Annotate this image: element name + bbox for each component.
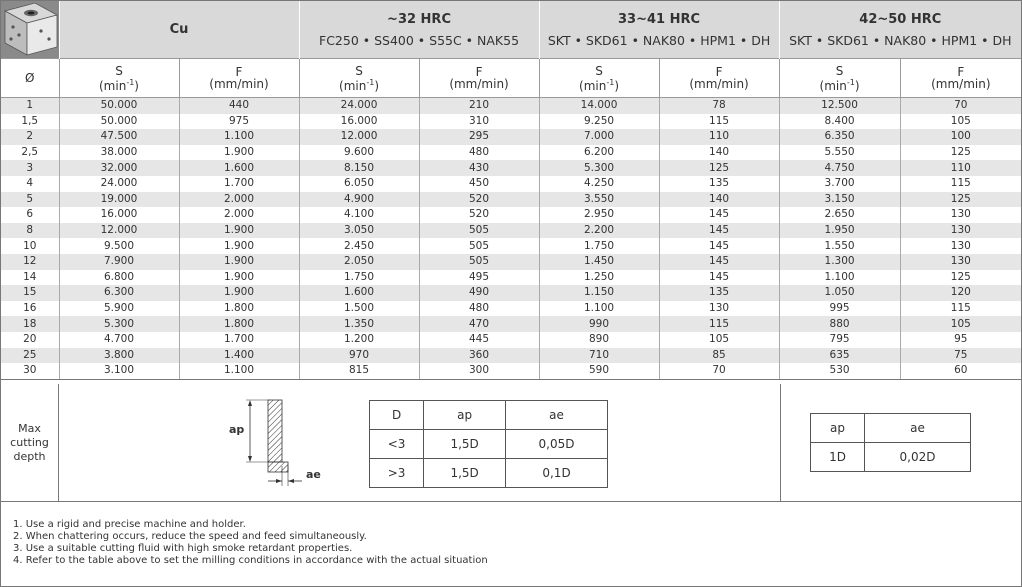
feed-cell: 1.700 xyxy=(179,332,299,348)
feed-cell: 1.700 xyxy=(179,176,299,192)
feed-cell: 130 xyxy=(900,238,1021,254)
feed-cell: 125 xyxy=(900,145,1021,161)
speed-cell: 32.000 xyxy=(59,160,179,176)
cutting-data-table xyxy=(1,1,1021,380)
speed-cell: 1.300 xyxy=(779,254,900,270)
feed-cell: 1.800 xyxy=(179,316,299,332)
speed-s-header xyxy=(779,59,900,98)
feed-cell: 295 xyxy=(419,129,539,145)
speed-cell: 1.100 xyxy=(779,270,900,286)
feed-cell: 125 xyxy=(659,160,779,176)
table-row xyxy=(1,114,1021,130)
diameter-cell: 14 xyxy=(1,270,59,286)
note-item: 1. Use a rigid and precise machine and holder. xyxy=(13,519,246,530)
diameter-cell: 5 xyxy=(1,192,59,208)
feed-cell: 445 xyxy=(419,332,539,348)
f-label: F xyxy=(475,65,483,79)
feed-cell: 70 xyxy=(659,363,779,379)
material-group-header-row xyxy=(1,1,1021,59)
feed-cell: 130 xyxy=(659,301,779,317)
speed-cell: 995 xyxy=(779,301,900,317)
table-body xyxy=(1,98,1021,380)
feed-cell: 145 xyxy=(659,207,779,223)
feed-cell: 520 xyxy=(419,207,539,223)
speed-cell: 9.500 xyxy=(59,238,179,254)
group-cu-title: Cu xyxy=(169,22,189,37)
small-table-header-cell: ap xyxy=(811,414,865,443)
feed-cell: 1.800 xyxy=(179,301,299,317)
f-unit: (mm/min) xyxy=(209,77,269,91)
feed-cell: 110 xyxy=(659,129,779,145)
speed-cell: 5.300 xyxy=(59,316,179,332)
feed-cell: 505 xyxy=(419,238,539,254)
cube-logo-icon xyxy=(1,1,59,58)
small-table-header-cell: D xyxy=(370,401,424,430)
feed-cell: 110 xyxy=(900,160,1021,176)
speed-s-header xyxy=(299,59,419,98)
feed-cell: 210 xyxy=(419,98,539,114)
diagram-ae-label: ae xyxy=(306,468,321,481)
s-label: S xyxy=(835,63,844,78)
speed-cell: 2.200 xyxy=(539,223,659,239)
speed-cell: 12.500 xyxy=(779,98,900,114)
feed-cell: 480 xyxy=(419,301,539,317)
s-unit: $(\min^{-1})$ xyxy=(339,77,379,93)
table-row xyxy=(1,98,1021,114)
speed-cell: 4.700 xyxy=(59,332,179,348)
feed-cell: 1.900 xyxy=(179,238,299,254)
feed-cell: 490 xyxy=(419,285,539,301)
small-table-header-row xyxy=(811,414,971,443)
group-33-41hrc-materials: SKT • SKD61 • NAK80 • HPM1 • DH xyxy=(547,32,771,48)
speed-cell: 5.300 xyxy=(539,160,659,176)
f-label: F xyxy=(235,65,243,79)
speed-cell: 1.600 xyxy=(299,285,419,301)
speed-cell: 815 xyxy=(299,363,419,379)
feed-cell: 100 xyxy=(900,129,1021,145)
s-unit: $(\min^{-1})$ xyxy=(99,77,139,93)
feed-cell: 520 xyxy=(419,192,539,208)
speed-cell: 1.750 xyxy=(539,238,659,254)
speed-cell: 6.350 xyxy=(779,129,900,145)
table-row xyxy=(1,160,1021,176)
s-label: S xyxy=(595,63,603,78)
s-unit: $(\min^{-1})$ xyxy=(819,77,860,93)
feed-cell: 105 xyxy=(900,114,1021,130)
speed-cell: 16.000 xyxy=(299,114,419,130)
small-table-cell: 1,5D xyxy=(424,459,506,488)
small-table-cell: <3 xyxy=(370,430,424,459)
speed-cell: 24.000 xyxy=(59,176,179,192)
diameter-cell: 3 xyxy=(1,160,59,176)
speed-cell: 24.000 xyxy=(299,98,419,114)
speed-cell: 3.800 xyxy=(59,348,179,364)
diameter-cell: 12 xyxy=(1,254,59,270)
table-row xyxy=(1,301,1021,317)
diameter-cell: 25 xyxy=(1,348,59,364)
speed-cell: 5.550 xyxy=(779,145,900,161)
table-row xyxy=(1,238,1021,254)
diameter-cell: 2 xyxy=(1,129,59,145)
speed-cell: 4.900 xyxy=(299,192,419,208)
f-label: F xyxy=(957,65,965,79)
max-cutting-depth-section xyxy=(1,384,1021,502)
diameter-header: Ø xyxy=(1,59,59,98)
small-table-cell: 1,5D xyxy=(424,430,506,459)
group-42-50hrc xyxy=(779,1,1021,59)
group-42-50hrc-materials: SKT • SKD61 • NAK80 • HPM1 • DH xyxy=(789,32,1012,48)
table-row xyxy=(1,145,1021,161)
feed-cell: 105 xyxy=(659,332,779,348)
note-item: 2. When chattering occurs, reduce the speed and feed simultaneously. xyxy=(13,531,367,542)
feed-cell: 2.000 xyxy=(179,192,299,208)
speed-cell: 7.900 xyxy=(59,254,179,270)
max-cutting-depth-label xyxy=(1,384,59,501)
feed-cell: 360 xyxy=(419,348,539,364)
f-unit: (mm/min) xyxy=(689,77,749,91)
feed-cell: 1.900 xyxy=(179,270,299,286)
feed-cell: 145 xyxy=(659,270,779,286)
feed-cell: 140 xyxy=(659,192,779,208)
feed-f-header xyxy=(900,59,1021,98)
table-row xyxy=(1,176,1021,192)
diameter-cell: 20 xyxy=(1,332,59,348)
speed-cell: 1.950 xyxy=(779,223,900,239)
speed-cell: 12.000 xyxy=(59,223,179,239)
speed-cell: 795 xyxy=(779,332,900,348)
speed-cell: 12.000 xyxy=(299,129,419,145)
note-item: 4. Refer to the table above to set the milling conditions in accordance with the actual situation xyxy=(13,555,488,566)
speed-cell: 50.000 xyxy=(59,98,179,114)
f-unit: (mm/min) xyxy=(931,77,991,91)
table-row xyxy=(1,316,1021,332)
feed-cell: 140 xyxy=(659,145,779,161)
table-row xyxy=(1,285,1021,301)
feed-cell: 450 xyxy=(419,176,539,192)
feed-cell: 130 xyxy=(900,223,1021,239)
speed-cell: 8.400 xyxy=(779,114,900,130)
diameter-cell: 30 xyxy=(1,363,59,379)
small-table-header-cell: ae xyxy=(865,414,971,443)
small-table-cell: 0,1D xyxy=(506,459,608,488)
feed-cell: 300 xyxy=(419,363,539,379)
group-cu xyxy=(59,1,299,59)
table-row xyxy=(1,332,1021,348)
table-row xyxy=(1,254,1021,270)
small-table-header-row xyxy=(370,401,608,430)
speed-s-header xyxy=(539,59,659,98)
speed-cell: 16.000 xyxy=(59,207,179,223)
group-32hrc xyxy=(299,1,539,59)
label-line: Max xyxy=(18,421,41,435)
feed-f-header xyxy=(659,59,779,98)
speed-cell: 6.800 xyxy=(59,270,179,286)
small-table-cell: 1D xyxy=(811,443,865,472)
s-unit: $(\min^{-1})$ xyxy=(579,77,620,93)
table-row xyxy=(1,348,1021,364)
speed-cell: 3.700 xyxy=(779,176,900,192)
speed-s-header xyxy=(59,59,179,98)
speed-cell: 3.100 xyxy=(59,363,179,379)
feed-cell: 495 xyxy=(419,270,539,286)
speed-cell: 6.300 xyxy=(59,285,179,301)
diagram-ap-label: ap xyxy=(229,423,245,436)
speed-cell: 1.550 xyxy=(779,238,900,254)
speed-cell: 14.000 xyxy=(539,98,659,114)
feed-cell: 145 xyxy=(659,223,779,239)
speed-cell: 3.050 xyxy=(299,223,419,239)
table-row xyxy=(1,129,1021,145)
table-row xyxy=(1,270,1021,286)
feed-cell: 1.100 xyxy=(179,129,299,145)
feed-cell: 1.900 xyxy=(179,223,299,239)
speed-cell: 1.250 xyxy=(539,270,659,286)
small-table-header-cell: ap xyxy=(424,401,506,430)
feed-cell: 975 xyxy=(179,114,299,130)
speed-cell: 9.250 xyxy=(539,114,659,130)
diameter-cell: 18 xyxy=(1,316,59,332)
feed-cell: 1.900 xyxy=(179,285,299,301)
speed-cell: 47.500 xyxy=(59,129,179,145)
feed-f-header xyxy=(419,59,539,98)
feed-cell: 310 xyxy=(419,114,539,130)
f-label: F xyxy=(715,65,723,79)
depth-table-by-diameter xyxy=(369,400,608,488)
feed-cell: 145 xyxy=(659,238,779,254)
tool-logo xyxy=(1,1,59,59)
feed-cell: 440 xyxy=(179,98,299,114)
speed-cell: 1.100 xyxy=(539,301,659,317)
note-item: 3. Use a suitable cutting fluid with high smoke retardant properties. xyxy=(13,543,353,554)
table-row xyxy=(1,192,1021,208)
small-table-header-cell: ae xyxy=(506,401,608,430)
small-table-row xyxy=(811,443,971,472)
diameter-cell: 10 xyxy=(1,238,59,254)
feed-cell: 2.000 xyxy=(179,207,299,223)
feed-cell: 135 xyxy=(659,176,779,192)
speed-cell: 9.600 xyxy=(299,145,419,161)
feed-cell: 130 xyxy=(900,254,1021,270)
diameter-cell: 1,5 xyxy=(1,114,59,130)
speed-cell: 590 xyxy=(539,363,659,379)
speed-cell: 2.650 xyxy=(779,207,900,223)
speed-cell: 4.750 xyxy=(779,160,900,176)
small-table-cell: >3 xyxy=(370,459,424,488)
feed-cell: 85 xyxy=(659,348,779,364)
speed-cell: 1.750 xyxy=(299,270,419,286)
cutting-depth-diagram xyxy=(226,396,336,491)
diameter-cell: 2,5 xyxy=(1,145,59,161)
speed-cell: 880 xyxy=(779,316,900,332)
feed-cell: 105 xyxy=(900,316,1021,332)
feed-cell: 115 xyxy=(900,301,1021,317)
speed-cell: 710 xyxy=(539,348,659,364)
s-label: S xyxy=(355,63,363,78)
speed-cell: 1.500 xyxy=(299,301,419,317)
speed-cell: 5.900 xyxy=(59,301,179,317)
feed-cell: 480 xyxy=(419,145,539,161)
small-table-cell: 0,02D xyxy=(865,443,971,472)
diameter-cell: 1 xyxy=(1,98,59,114)
feed-cell: 115 xyxy=(659,316,779,332)
feed-cell: 130 xyxy=(900,207,1021,223)
feed-cell: 125 xyxy=(900,270,1021,286)
feed-cell: 75 xyxy=(900,348,1021,364)
feed-cell: 505 xyxy=(419,223,539,239)
group-32hrc-title: ~32 HRC xyxy=(387,11,451,27)
speed-cell: 1.200 xyxy=(299,332,419,348)
f-unit: (mm/min) xyxy=(449,77,509,91)
speed-cell: 2.050 xyxy=(299,254,419,270)
feed-cell: 125 xyxy=(900,192,1021,208)
table-row xyxy=(1,207,1021,223)
section-divider xyxy=(780,384,781,501)
feed-cell: 60 xyxy=(900,363,1021,379)
speed-cell: 8.150 xyxy=(299,160,419,176)
group-33-41hrc-title: 33~41 HRC xyxy=(618,11,701,27)
feed-cell: 145 xyxy=(659,254,779,270)
speed-cell: 3.550 xyxy=(539,192,659,208)
speed-cell: 4.250 xyxy=(539,176,659,192)
feed-cell: 78 xyxy=(659,98,779,114)
group-32hrc-materials: FC250 • SS400 • S55C • NAK55 xyxy=(319,32,520,48)
diameter-cell: 6 xyxy=(1,207,59,223)
speed-cell: 530 xyxy=(779,363,900,379)
speed-cell: 4.100 xyxy=(299,207,419,223)
speed-cell: 1.450 xyxy=(539,254,659,270)
feed-cell: 120 xyxy=(900,285,1021,301)
speed-cell: 6.200 xyxy=(539,145,659,161)
small-table-cell: 0,05D xyxy=(506,430,608,459)
speed-cell: 990 xyxy=(539,316,659,332)
usage-notes xyxy=(13,519,488,567)
speed-cell: 890 xyxy=(539,332,659,348)
speed-cell: 1.150 xyxy=(539,285,659,301)
feed-cell: 70 xyxy=(900,98,1021,114)
feed-cell: 115 xyxy=(900,176,1021,192)
s-label: S xyxy=(115,63,123,78)
speed-cell: 19.000 xyxy=(59,192,179,208)
speed-cell: 1.050 xyxy=(779,285,900,301)
unit-header-row xyxy=(1,59,1021,98)
feed-cell: 115 xyxy=(659,114,779,130)
small-table-row xyxy=(370,430,608,459)
feed-cell: 1.900 xyxy=(179,145,299,161)
small-table-row xyxy=(370,459,608,488)
speed-cell: 1.350 xyxy=(299,316,419,332)
group-33-41hrc xyxy=(539,1,779,59)
group-42-50hrc-title: 42~50 HRC xyxy=(859,11,942,27)
speed-cell: 3.150 xyxy=(779,192,900,208)
feed-cell: 135 xyxy=(659,285,779,301)
speed-cell: 970 xyxy=(299,348,419,364)
depth-table-hard-materials xyxy=(810,413,971,472)
feed-f-header xyxy=(179,59,299,98)
speed-cell: 38.000 xyxy=(59,145,179,161)
speed-cell: 7.000 xyxy=(539,129,659,145)
speed-cell: 2.450 xyxy=(299,238,419,254)
feed-cell: 1.600 xyxy=(179,160,299,176)
table-row xyxy=(1,223,1021,239)
speed-cell: 635 xyxy=(779,348,900,364)
feed-cell: 1.400 xyxy=(179,348,299,364)
feed-cell: 470 xyxy=(419,316,539,332)
speed-cell: 2.950 xyxy=(539,207,659,223)
label-line: cutting xyxy=(10,435,49,449)
feed-cell: 95 xyxy=(900,332,1021,348)
feed-cell: 1.900 xyxy=(179,254,299,270)
feed-cell: 505 xyxy=(419,254,539,270)
speed-cell: 50.000 xyxy=(59,114,179,130)
diameter-cell: 16 xyxy=(1,301,59,317)
table-row xyxy=(1,363,1021,379)
diameter-cell: 15 xyxy=(1,285,59,301)
label-line: depth xyxy=(13,449,46,463)
diameter-cell: 8 xyxy=(1,223,59,239)
feed-cell: 430 xyxy=(419,160,539,176)
feed-cell: 1.100 xyxy=(179,363,299,379)
diameter-cell: 4 xyxy=(1,176,59,192)
speed-cell: 6.050 xyxy=(299,176,419,192)
